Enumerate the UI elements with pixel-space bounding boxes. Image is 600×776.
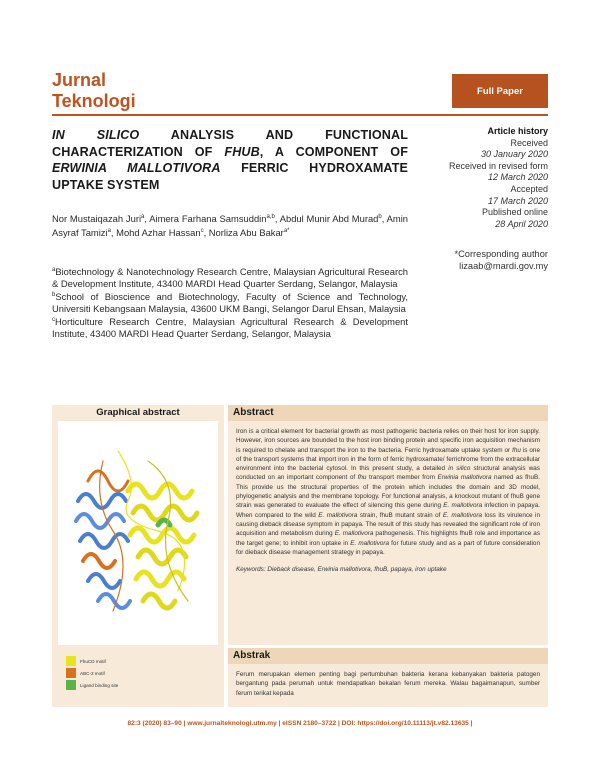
- affiliation-mark: c: [52, 316, 55, 323]
- title-part-fhub: FHUB: [224, 144, 260, 159]
- author-affil-mark: a: [107, 227, 111, 234]
- revised-date: 12 March 2020: [487, 172, 548, 183]
- abstract-italic: fhu: [512, 446, 521, 454]
- author-affil-mark: a*: [283, 227, 290, 234]
- abstract-span: loss its virulence in causing dieback disease symptom in papaya. The result of this study has revealed the significant role of iron acquisition and metabolism during: [236, 511, 540, 538]
- legend-item: [66, 679, 118, 691]
- author-name: , Amin Asyraf Tamizi: [52, 213, 408, 238]
- graphical-abstract-panel: [52, 405, 224, 707]
- affiliation-text: School of Bioscience and Biotechnology, Faculty of Science and Technology, Universiti Kebangsaan Malaysia, 43600 UKM Bangi, Selangor Darul Ehsan, Malaysia: [52, 290, 408, 315]
- abstract-italic: E. mallotivora: [442, 511, 483, 519]
- author-name: , Norliza Abu Bakar: [203, 226, 284, 238]
- article-title: [52, 127, 408, 193]
- published-label: Published online: [481, 207, 548, 218]
- received-date: 30 January 2020: [480, 149, 548, 160]
- corresponding-author: [418, 248, 548, 272]
- corresponding-label: *Corresponding author: [454, 249, 548, 259]
- title-part-in-silico: IN SILICO: [52, 128, 140, 142]
- full-paper-badge: Full Paper: [452, 74, 548, 108]
- legend-swatch: [66, 680, 76, 690]
- title-part-6: FERRIC HYDROXAMATE UPTAKE SYSTEM: [52, 161, 408, 192]
- graphical-abstract-title: Graphical abstract: [96, 407, 180, 418]
- abstract-span: is one of the transport systems that import iron in the form of ferric hydroxamate/ ferrichrome from the extracellular environment into the bacterial cytosol. In this present study, a detailed: [236, 446, 540, 473]
- abstract-heading: Abstract: [228, 405, 548, 421]
- article-history: [418, 126, 548, 230]
- abstract-span: for future study and as a part of future consideration for dieback disease management strategy in papaya.: [236, 539, 540, 556]
- legend-label: ABC-3 motif: [80, 670, 105, 676]
- abstract-span: strain, fhuB mutant strain of: [357, 511, 443, 519]
- affiliation-item: [52, 316, 408, 341]
- page-footer: 82:3 (2020) 83–90 | www.jurnalteknologi.utm.my | eISSN 2180–3722 | DOI: https://doi.org/10.11113/jt.v82.13635 |: [127, 720, 473, 727]
- legend-item: [66, 655, 118, 667]
- affiliation-list: [52, 266, 408, 340]
- abstract-span: named as fhuB. This provide us the structural properties of the protein which includes the domain and 3D model, phylogenetic analysis and the membrane topology. For functional analysis, a knockout mutant of fhuB gene strain was generated to evaluate the effect of silencing this gene during: [236, 474, 540, 510]
- abstract-italic: E. mallotivora: [318, 511, 358, 519]
- abstract-italic: in silico: [448, 465, 471, 473]
- abstrak-text: Ferum merupakan elemen penting bagi pertumbuhan bakteria kerana kebanyakan bakteria patogen bergantung pada perumah untuk mendapatkan bekalan ferum mereka. Walau bagaimanapun, sumber ferum terikat kepada: [236, 671, 540, 697]
- structure-legend: [66, 655, 118, 691]
- abstract-panel: [228, 405, 548, 645]
- protein-structure-image: [58, 421, 218, 645]
- author-affil-mark: a: [141, 213, 145, 220]
- published-date: 28 April 2020: [495, 218, 548, 229]
- author-name: , Aimera Farhana Samsuddin: [144, 213, 267, 224]
- affiliation-text: Horticulture Research Centre, Malaysian Agricultural Research & Development Institute, 43400 MARDI Head Quarter Serdang, Selangor, Malaysia: [52, 315, 408, 340]
- abstract-italic: Erwinia mallotivora: [437, 474, 492, 482]
- legend-label: Ligand binding site: [80, 682, 119, 688]
- revised-label: Received in revised form: [448, 160, 548, 171]
- received-label: Received: [510, 137, 548, 148]
- abstract-text: [228, 421, 548, 557]
- abstract-italic: fhu: [357, 474, 367, 482]
- legend-swatch: [66, 668, 76, 678]
- abstract-italic: E. mallotivora: [350, 539, 390, 547]
- abstract-span: transport member from: [366, 474, 438, 482]
- legend-item: [66, 667, 118, 679]
- header-divider: [52, 114, 548, 116]
- title-part-2: ANALYSIS AND FUNCTIONAL CHARACTERIZATION OF: [52, 128, 408, 159]
- keywords: Keywords: Dieback disease, Erwinia mallotivora, fhuB, papaya, iron uptake: [236, 566, 447, 574]
- author-name: , Abdul Munir Abd Murad: [274, 213, 379, 224]
- affiliation-mark: b: [52, 291, 56, 298]
- abstract-italic: E. mallotivora: [334, 530, 374, 538]
- affiliation-item: [52, 266, 408, 291]
- abstract-span: Iron is a critical element for bacterial growth as most pathogenic bacteria relies on their host for iron supply. However, iron sources are bounded to the host iron binding protein and specific iron acquisition mechanism is required to chelate and transport the iron to the bacteria. Ferric hydroxamate uptake system or: [236, 428, 540, 454]
- abstrak-heading: Abstrak: [228, 648, 548, 664]
- title-part-species: ERWINIA MALLOTIVORA: [52, 161, 221, 175]
- author-name: Nor Mustaiqazah Juri: [52, 213, 142, 224]
- affiliation-mark: a: [52, 266, 56, 273]
- author-list: [52, 212, 408, 239]
- affiliation-text: Biotechnology & Nanotechnology Research Centre, Malaysian Agricultural Research & Development Institute, 43400 MARDI Head Quarter Serdang, Selangor, Malaysia: [52, 266, 408, 290]
- abstrak-panel: [228, 648, 548, 707]
- journal-name-line2: Teknologi: [52, 91, 136, 111]
- author-affil-mark: a,b: [266, 213, 275, 220]
- abstract-italic: E. mallotivora: [443, 502, 483, 510]
- history-title: Article history: [487, 126, 548, 136]
- affiliation-item: [52, 291, 408, 316]
- title-part-4: , A COMPONENT OF: [259, 144, 408, 159]
- abstract-span: pathogenesis. This highlights fhuB role and importance as the target gene; to inhibit iron uptake in: [236, 530, 540, 547]
- abstract-span: structural analysis was conducted on an important component of: [236, 465, 540, 482]
- accepted-date: 17 March 2020: [487, 195, 548, 206]
- journal-name: [52, 70, 136, 112]
- corresponding-email[interactable]: lizaab@mardi.gov.my: [459, 261, 548, 271]
- author-name: , Mohd Azhar Hassan: [110, 226, 201, 238]
- accepted-label: Accepted: [510, 183, 548, 194]
- author-affil-mark: b: [378, 213, 382, 220]
- legend-swatch: [66, 656, 76, 666]
- journal-name-line1: Jurnal: [52, 70, 107, 90]
- legend-label: FhuCD motif: [80, 658, 106, 664]
- abstract-span: infection in papaya. When compared to the wild: [236, 502, 540, 519]
- author-affil-mark: c: [200, 227, 204, 234]
